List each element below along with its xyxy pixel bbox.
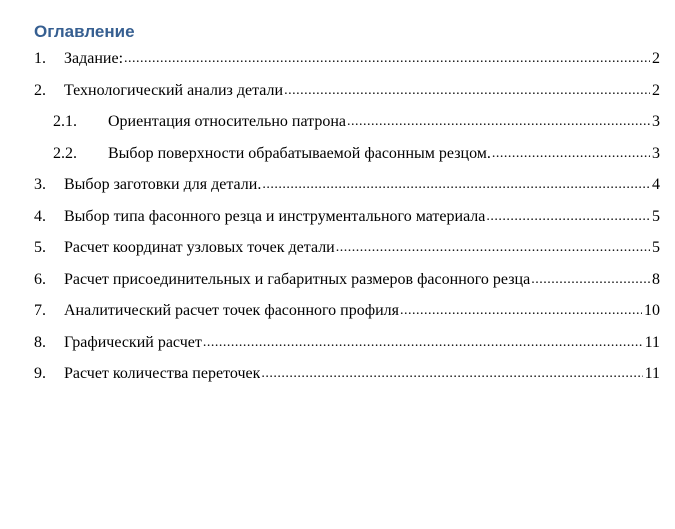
toc-entry-page-number: 5 xyxy=(652,239,660,256)
toc-entry-number: 8. xyxy=(34,333,46,351)
toc-entry-page-number: 4 xyxy=(652,176,660,193)
toc-entry-page-number: 2 xyxy=(652,81,660,99)
toc-entry-title[interactable]: Расчет количества переточек xyxy=(64,365,261,382)
toc-entry[interactable] xyxy=(34,139,660,171)
toc-entry-page-number: 5 xyxy=(652,207,660,225)
toc-entry-number: 6. xyxy=(34,270,46,288)
toc-entry[interactable] xyxy=(34,265,660,297)
toc-entry[interactable] xyxy=(34,170,660,202)
toc-entry[interactable] xyxy=(34,296,660,328)
toc-entry-title[interactable]: Выбор типа фасонного резца и инструментального материала xyxy=(64,207,486,225)
toc-dot-leader xyxy=(261,364,642,384)
toc-entry-number: 4. xyxy=(34,207,46,225)
toc-entry-number: 2.2. xyxy=(53,144,77,162)
toc-entry-number: 7. xyxy=(34,302,46,319)
toc-dot-leader xyxy=(486,207,650,227)
toc-dot-leader xyxy=(203,333,643,353)
toc-entry-title[interactable]: Графический расчет xyxy=(64,333,202,351)
toc-entry[interactable] xyxy=(34,76,660,108)
toc-dot-leader xyxy=(400,301,642,321)
toc-entry-number: 3. xyxy=(34,176,46,193)
toc-entry[interactable] xyxy=(34,202,660,234)
toc-entry-title[interactable]: Расчет координат узловых точек детали xyxy=(64,239,335,256)
toc-dot-leader xyxy=(284,81,650,101)
toc-entry-page-number: 11 xyxy=(644,365,660,382)
toc-entry-number: 1. xyxy=(34,50,46,67)
toc-entry-number: 2. xyxy=(34,81,46,99)
toc-entry-title[interactable]: Выбор заготовки для детали. xyxy=(64,176,262,193)
toc-entry-page-number: 11 xyxy=(644,333,660,351)
toc-entry[interactable] xyxy=(34,44,660,76)
toc-entry-page-number: 3 xyxy=(652,144,660,162)
toc-entry[interactable] xyxy=(34,233,660,265)
toc-entry-title[interactable]: Выбор поверхности обрабатываемой фасонным резцом. xyxy=(108,144,491,162)
toc-entry[interactable] xyxy=(34,359,660,391)
toc-entry-number: 5. xyxy=(34,239,46,256)
toc-entry-number: 9. xyxy=(34,365,46,382)
toc-entry-title[interactable]: Аналитический расчет точек фасонного профиля xyxy=(64,302,400,319)
toc-list xyxy=(34,44,660,391)
toc-entry[interactable] xyxy=(34,328,660,360)
toc-dot-leader xyxy=(262,175,650,195)
toc-dot-leader xyxy=(347,112,650,132)
toc-dot-leader xyxy=(492,144,650,164)
toc-entry-page-number: 2 xyxy=(652,50,660,67)
toc-dot-leader xyxy=(124,49,650,69)
toc-entry-title[interactable]: Ориентация относительно патрона xyxy=(108,113,346,130)
toc-entry-title[interactable]: Задание: xyxy=(64,50,124,67)
toc-dot-leader xyxy=(336,238,650,258)
toc-entry-title[interactable]: Расчет присоединительных и габаритных размеров фасонного резца xyxy=(64,270,531,288)
toc-heading: Оглавление xyxy=(34,22,135,41)
toc-entry-title[interactable]: Технологический анализ детали xyxy=(64,81,284,99)
toc-dot-leader xyxy=(531,270,650,290)
toc-entry-page-number: 3 xyxy=(652,113,660,130)
toc-entry[interactable] xyxy=(34,107,660,139)
toc-entry-number: 2.1. xyxy=(53,113,77,130)
toc-entry-page-number: 10 xyxy=(644,302,660,319)
toc-entry-page-number: 8 xyxy=(652,270,660,288)
